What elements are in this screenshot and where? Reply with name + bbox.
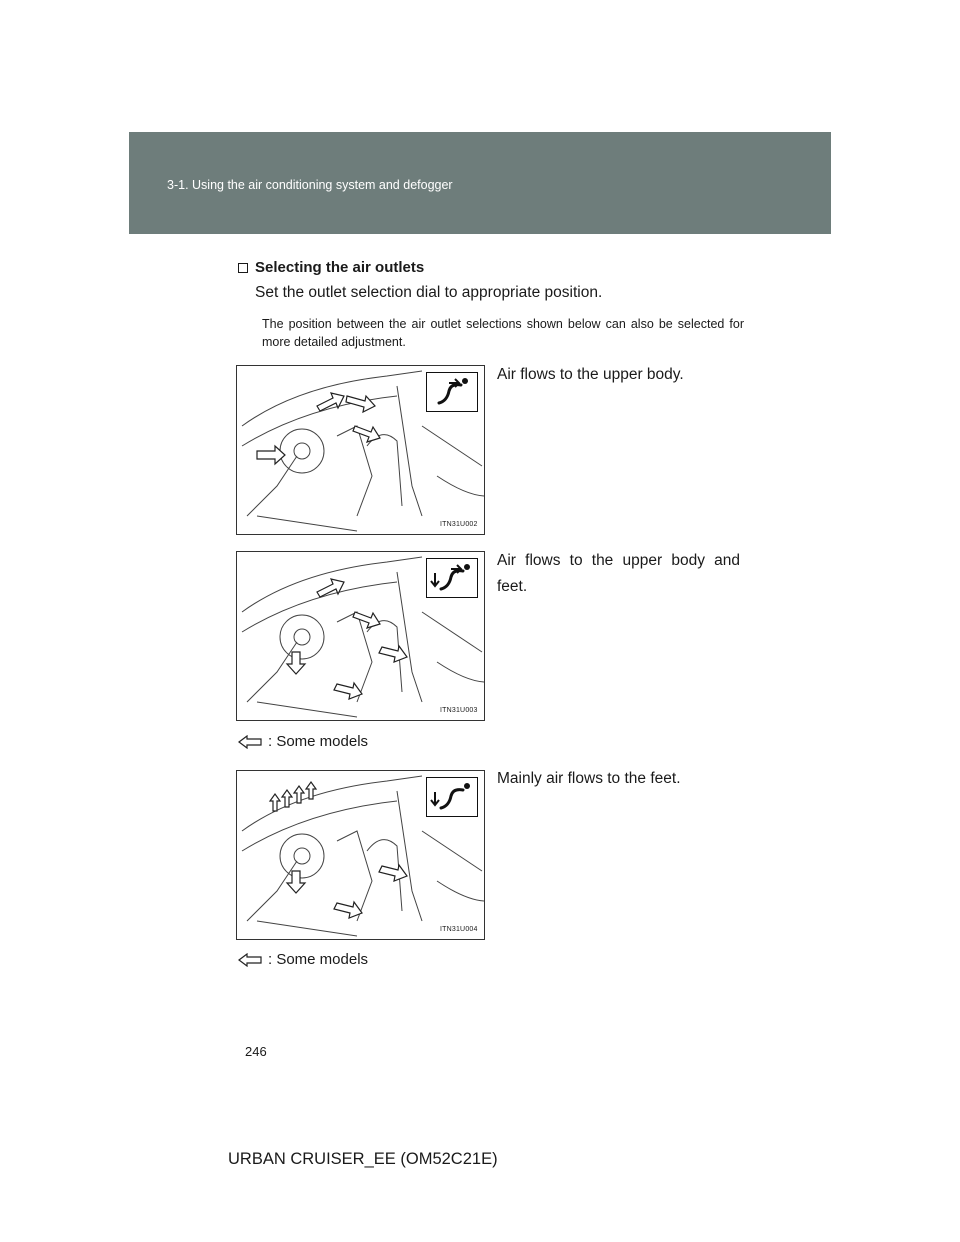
figure-description: Air flows to the upper body and feet. [497,552,740,595]
page-number: 246 [245,1044,267,1059]
outline-arrow-icon [238,953,262,967]
some-models-legend [238,733,368,750]
figure-code: ITN31U003 [440,707,478,714]
bullet-square-icon [238,263,248,273]
figure-code: ITN31U004 [440,926,478,933]
instruction-text: Set the outlet selection dial to appropriate position. [255,284,603,301]
figure-description: Air flows to the upper body. [497,366,684,383]
legend-text: : Some models [268,951,369,968]
section-title: 3-1. Using the air conditioning system and defogger [167,178,453,192]
figure-code: ITN31U002 [440,521,478,528]
header-band [129,132,831,234]
figure-description: Mainly air flows to the feet. [497,770,681,787]
upper-body-and-feet-airflow-icon [426,558,478,598]
figure-upper-body [236,365,485,535]
heading-text: Selecting the air outlets [255,259,425,276]
legend-text: : Some models [268,733,369,750]
section-heading [238,259,424,276]
footer-model: URBAN CRUISER_EE (OM52C21E) [228,1150,498,1168]
feet-airflow-icon [426,777,478,817]
note-text: The position between the air outlet selections shown below can also be selected for more detailed adjustment. [262,317,744,349]
upper-body-airflow-icon [426,372,478,412]
outline-arrow-icon [238,735,262,749]
some-models-legend [238,951,368,968]
figure-upper-body-and-feet [236,551,485,721]
figure-feet [236,770,485,940]
